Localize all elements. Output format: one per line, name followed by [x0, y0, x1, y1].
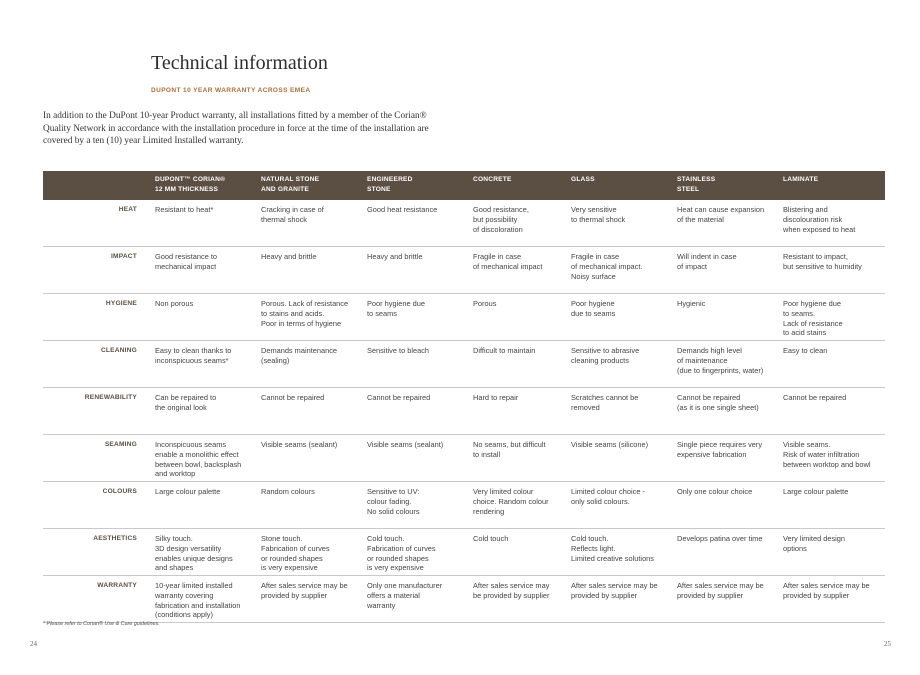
table-cell: Inconspicuous seams enable a monolithic effect between bowl, backsplash and worktop — [151, 435, 257, 482]
table-cell: Can be repaired to the original look — [151, 388, 257, 435]
row-label: SEAMING — [43, 435, 151, 482]
table-cell: Random colours — [257, 482, 363, 529]
table-cell: Sensitive to bleach — [363, 341, 469, 388]
comparison-table — [43, 171, 885, 623]
table-cell: Poor hygiene due to seams — [567, 294, 673, 341]
table-cell: Good resistance to mechanical impact — [151, 247, 257, 294]
row-label: COLOURS — [43, 482, 151, 529]
table-cell: Non porous — [151, 294, 257, 341]
table-cell: After sales service may be provided by supplier — [257, 576, 363, 623]
table-cell: Very limited design options — [779, 529, 885, 576]
table-cell: Heavy and brittle — [257, 247, 363, 294]
header-blank — [43, 171, 151, 200]
table-cell: Develops patina over time — [673, 529, 779, 576]
table-cell: Cannot be repaired — [779, 388, 885, 435]
page-number-left: 24 — [30, 640, 37, 648]
section-subtitle: DUPONT 10 YEAR WARRANTY ACROSS EMEA — [151, 87, 311, 94]
table-cell: Visible seams (sealant) — [363, 435, 469, 482]
table-header-row — [43, 171, 885, 200]
table-cell: Only one colour choice — [673, 482, 779, 529]
table-cell: Only one manufacturer offers a material warranty — [363, 576, 469, 623]
row-label: CLEANING — [43, 341, 151, 388]
footnote: * Please refer to Corian® Use & Care guidelines. — [43, 621, 160, 627]
table-cell: Hygienic — [673, 294, 779, 341]
table-cell: Porous. Lack of resistance to stains and acids. Poor in terms of hygiene — [257, 294, 363, 341]
page-title: Technical information — [151, 52, 328, 74]
table-cell: Fragile in case of mechanical impact. Noisy surface — [567, 247, 673, 294]
row-label: WARRANTY — [43, 576, 151, 623]
table-cell: Cracking in case of thermal shock — [257, 200, 363, 247]
column-header: GLASS — [567, 171, 673, 200]
table-cell: Good resistance, but possibility of discoloration — [469, 200, 567, 247]
table-cell: Stone touch. Fabrication of curves or rounded shapes is very expensive — [257, 529, 363, 576]
table-cell: Cold touch — [469, 529, 567, 576]
column-header: ENGINEERED STONE — [363, 171, 469, 200]
table-cell: Large colour palette — [151, 482, 257, 529]
table-row — [43, 341, 885, 388]
table-cell: Demands maintenance (sealing) — [257, 341, 363, 388]
table-row — [43, 435, 885, 482]
row-label: IMPACT — [43, 247, 151, 294]
table-body — [43, 200, 885, 623]
table-cell: Silky touch. 3D design versatility enables unique designs and shapes — [151, 529, 257, 576]
table-cell: Visible seams (sealant) — [257, 435, 363, 482]
column-header: STAINLESS STEEL — [673, 171, 779, 200]
table-cell: Resistant to heat* — [151, 200, 257, 247]
table-cell: Sensitive to abrasive cleaning products — [567, 341, 673, 388]
table-row — [43, 576, 885, 623]
table-row — [43, 200, 885, 247]
table-cell: Easy to clean — [779, 341, 885, 388]
table-cell: Cannot be repaired — [363, 388, 469, 435]
row-label: AESTHETICS — [43, 529, 151, 576]
table-cell: No seams, but difficult to install — [469, 435, 567, 482]
table-cell: Large colour palette — [779, 482, 885, 529]
table-row — [43, 529, 885, 576]
table-row — [43, 247, 885, 294]
table-cell: Cold touch. Fabrication of curves or rounded shapes is very expensive — [363, 529, 469, 576]
table-row — [43, 294, 885, 341]
table-cell: After sales service may be provided by supplier — [673, 576, 779, 623]
table-cell: Resistant to impact, but sensitive to humidity — [779, 247, 885, 294]
table-cell: Demands high level of maintenance (due to fingerprints, water) — [673, 341, 779, 388]
table-cell: Visible seams. Risk of water infiltration between worktop and bowl — [779, 435, 885, 482]
table-cell: Visible seams (silicone) — [567, 435, 673, 482]
table-cell: After sales service may be provided by supplier — [779, 576, 885, 623]
table-cell: Very sensitive to thermal shock — [567, 200, 673, 247]
table-cell: Porous — [469, 294, 567, 341]
table-cell: Good heat resistance — [363, 200, 469, 247]
table-row — [43, 482, 885, 529]
page-number-right: 25 — [884, 640, 891, 648]
table-cell: 10-year limited installed warranty covering fabrication and installation (conditions apply) — [151, 576, 257, 623]
table-cell: Single piece requires very expensive fabrication — [673, 435, 779, 482]
row-label: RENEWABILITY — [43, 388, 151, 435]
table-cell: Heavy and brittle — [363, 247, 469, 294]
column-header: DUPONT™ CORIAN® 12 MM THICKNESS — [151, 171, 257, 200]
table-cell: Heat can cause expansion of the material — [673, 200, 779, 247]
column-header: CONCRETE — [469, 171, 567, 200]
table-cell: Cannot be repaired — [257, 388, 363, 435]
intro-paragraph: In addition to the DuPont 10-year Product warranty, all installations fitted by a member of the Corian® Quality Network in accordance with the installation procedure in force at the time of the installation are covered by a ten (10) year Limited Installed warranty. — [43, 111, 429, 147]
table-cell: Scratches cannot be removed — [567, 388, 673, 435]
table-cell: Poor hygiene due to seams. Lack of resistance to acid stains — [779, 294, 885, 341]
table-cell: Cold touch. Reflects light. Limited creative solutions — [567, 529, 673, 576]
table-cell: Limited colour choice - only solid colours. — [567, 482, 673, 529]
table-cell: Hard to repair — [469, 388, 567, 435]
row-label: HEAT — [43, 200, 151, 247]
table-cell: After sales service may be provided by supplier — [469, 576, 567, 623]
table-cell: Easy to clean thanks to inconspicuous seams* — [151, 341, 257, 388]
row-label: HYGIENE — [43, 294, 151, 341]
table-cell: Will indent in case of impact — [673, 247, 779, 294]
table-cell: Very limited colour choice. Random colour rendering — [469, 482, 567, 529]
table-row — [43, 388, 885, 435]
table-cell: Blistering and discolouration risk when exposed to heat — [779, 200, 885, 247]
column-header: NATURAL STONE AND GRANITE — [257, 171, 363, 200]
table-cell: Fragile in case of mechanical impact — [469, 247, 567, 294]
table-cell: Cannot be repaired (as it is one single sheet) — [673, 388, 779, 435]
column-header: LAMINATE — [779, 171, 885, 200]
table-cell: Difficult to maintain — [469, 341, 567, 388]
table-cell: After sales service may be provided by supplier — [567, 576, 673, 623]
table-cell: Sensitive to UV: colour fading. No solid colours — [363, 482, 469, 529]
table-cell: Poor hygiene due to seams — [363, 294, 469, 341]
